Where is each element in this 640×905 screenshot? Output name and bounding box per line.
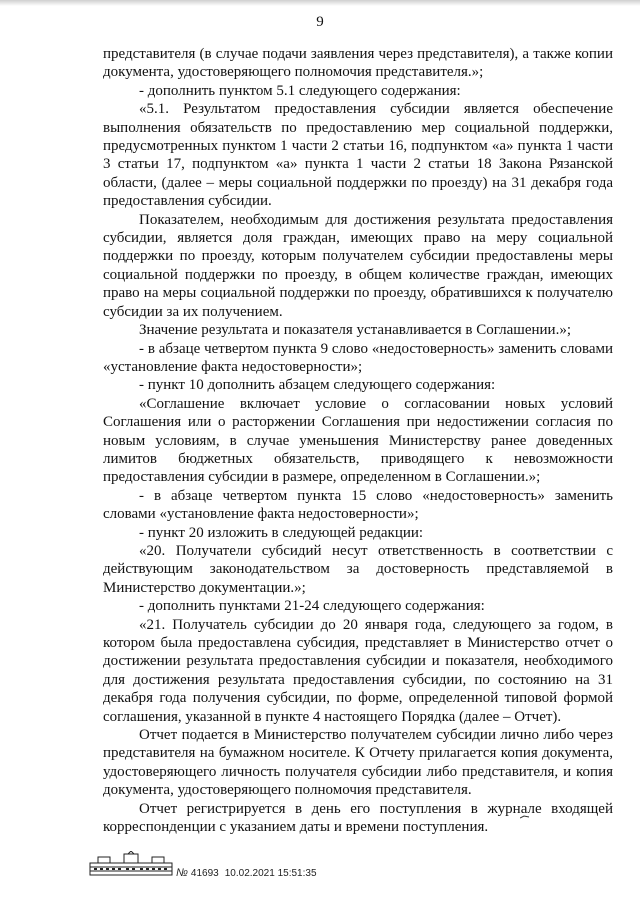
paragraph-item-9: - в абзаце четвертом пункта 9 слово «недостоверность» заменить словами «установление факта недостоверности»; [103, 340, 613, 375]
paragraph-continuation: представителя (в случае подачи заявления через представителя), а также копии документа, удостоверяющего полномочия представителя.»; [103, 46, 613, 81]
paragraph-report-registration: Отчет регистрируется в день его поступления в журнале входящей корреспонденции с указанием даты и времени поступления. [103, 800, 613, 836]
document-registration-stamp [176, 867, 317, 879]
page-number: 9 [316, 14, 324, 30]
scan-edge-shadow [0, 0, 640, 6]
paragraph-item-21: «21. Получатель субсидии до 20 января года, следующего за годом, в котором была предоставлена субсидия, представляет в Министерство отчет о достижении результата предоставления субсидии и показателя, необходимого для достижения результата предоставления субсидии, по состоянию на 31 декабря года получения субсидии, по форме, определенной типовой формой соглашения, указанной в пункте 4 настоящего Порядка (далее – Отчет). [103, 616, 613, 725]
paragraph-report-submission: Отчет подается в Министерство получателем субсидии лично либо через представителя на бумажном носителе. К Отчету прилагается копия документа, удостоверяющего личность получателя субсидии либо представителя, и копия документа, удостоверяющего полномочия представителя. [103, 727, 613, 799]
paragraph-indicator: Показателем, необходимым для достижения результата предоставления субсидии, является доля граждан, имеющих право на меру социальной поддержки по проезду, которым получателем субсидии предоставлены меры социальной поддержки по проезду, в общем количестве граждан, имеющих право на меры социальной поддержки по проезду, обратившихся к получателю субсидии за их получением. [103, 211, 613, 320]
doc-number: 41693 [190, 868, 219, 879]
building-stamp-icon [88, 851, 174, 877]
paragraph-item-10: «Соглашение включает условие о согласовании новых условий Соглашения или о расторжении Соглашения при недостижении согласия по новым условиям, в случае уменьшения Министерству ранее доведенных лимитов бюджетных обязательств, приводящего к невозможности предоставления субсидии в размере, определенном в Соглашении.»; [103, 395, 613, 486]
paragraph-item-5-1-intro: - дополнить пунктом 5.1 следующего содержания: [139, 82, 461, 99]
doc-time: 15:51:35 [277, 868, 317, 879]
paragraph-item-15: - в абзаце четвертом пункта 15 слово «недостоверность» заменить словами «установление факта недостоверности»; [103, 487, 613, 523]
paragraph-value: Значение результата и показателя устанавливается в Соглашении.»; [139, 322, 571, 339]
paragraph-items-21-24-intro: - дополнить пунктами 21-24 следующего содержания: [139, 598, 485, 615]
paragraph-item-20-intro: - пункт 20 изложить в следующей редакции: [139, 524, 424, 541]
paragraph-item-20: «20. Получатели субсидий несут ответственность в соответствии с действующим законодательством за достоверность представляемой в Министерство документации.»; [103, 542, 613, 596]
doc-date: 10.02.2021 [224, 868, 275, 879]
document-body [103, 45, 613, 836]
pen-mark-icon [520, 815, 530, 819]
number-sign: № [176, 867, 188, 879]
paragraph-item-10-intro: - пункт 10 дополнить абзацем следующего содержания: [139, 377, 496, 394]
paragraph-item-5-1: «5.1. Результатом предоставления субсидии является обеспечение выполнения обязательств по предоставлению мер социальной поддержки, предусмотренных пунктом 1 части 2 статьи 16, подпунктом «а» пункта 1 части 3 статьи 17, подпунктом «а» пункта 1 части 2 статьи 18 Закона Рязанской области, (далее – меры социальной поддержки по проезду) на 31 декабря года предоставления субсидии. [103, 101, 613, 210]
